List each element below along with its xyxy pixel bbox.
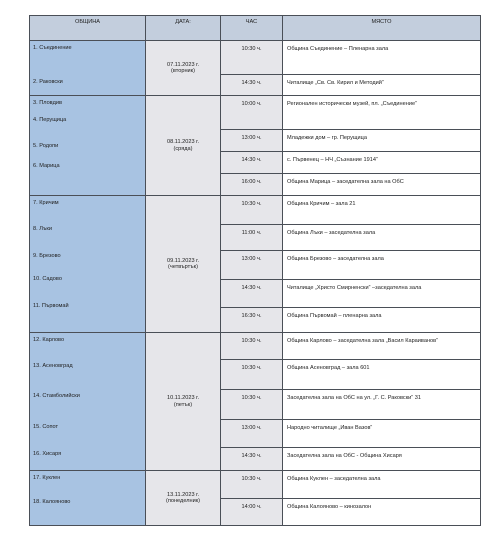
municipality-cell xyxy=(30,96,146,196)
time-cell xyxy=(221,251,283,280)
date-cell xyxy=(146,41,221,96)
municipality-name: 16. Хисаря xyxy=(33,451,62,457)
weekday-label: (сряда) xyxy=(173,145,193,152)
municipality-name: 5. Родопи xyxy=(33,143,59,149)
place-value: Община Първомай – пленарна зала xyxy=(287,313,382,319)
place-value: Община Кричим – зала 21 xyxy=(287,201,356,207)
time-value: 13:00 ч. xyxy=(241,135,262,141)
place-cell xyxy=(283,308,481,333)
municipality-name: 11. Първомай xyxy=(33,303,69,309)
place-value: Читалище „Христо Смирненски“ –заседателна зала xyxy=(287,285,422,291)
municipality-name: 1. Съединение xyxy=(33,45,72,51)
schedule-body xyxy=(30,41,481,526)
schedule-row xyxy=(30,196,481,225)
municipality-name: 13. Асеновград xyxy=(33,363,73,369)
date-value: 08.11.2023 г. xyxy=(166,139,200,146)
schedule-row xyxy=(30,96,481,130)
date-cell xyxy=(146,96,221,196)
time-value: 10:00 ч. xyxy=(241,101,262,107)
place-value: Община Карлово – заседателна зала „Васил Карaиванов“ xyxy=(287,338,438,344)
place-cell xyxy=(283,499,481,526)
time-cell xyxy=(221,280,283,308)
time-cell xyxy=(221,75,283,96)
municipality-name: 6. Марица xyxy=(33,163,60,169)
place-value: Регионален исторически музей, пл. „Съединение“ xyxy=(287,101,417,107)
time-cell xyxy=(221,420,283,448)
municipality-name: 8. Лъки xyxy=(33,226,52,232)
place-cell xyxy=(283,41,481,75)
place-value: Заседателна зала на ОбС на ул. „Г. С. Раковски“ 31 xyxy=(287,395,421,401)
place-value: Читалище „Св. Св. Кирил и Методий“ xyxy=(287,80,384,86)
place-cell xyxy=(283,251,481,280)
time-value: 10:30 ч. xyxy=(241,476,262,482)
municipality-name: 9. Брезово xyxy=(33,253,61,259)
time-cell xyxy=(221,390,283,420)
time-cell xyxy=(221,174,283,196)
time-value: 10:30 ч. xyxy=(241,338,262,344)
place-header: МЯСТО xyxy=(283,16,481,41)
date-header: ДАТА: xyxy=(146,16,221,41)
date-value: 13.11.2023 г. xyxy=(166,491,200,498)
place-cell xyxy=(283,152,481,174)
date-value: 10.11.2023 г. xyxy=(166,395,200,402)
schedule-row xyxy=(30,333,481,360)
municipality-cell xyxy=(30,471,146,526)
time-header: ЧАС xyxy=(221,16,283,41)
time-cell xyxy=(221,196,283,225)
place-value: Община Калояново – кинозалон xyxy=(287,504,372,510)
time-value: 13:00 ч. xyxy=(241,256,262,262)
place-value: Община Асеновград – зала 601 xyxy=(287,365,370,371)
time-cell xyxy=(221,448,283,471)
place-value: Община Куклен – заседателна зала xyxy=(287,476,381,482)
municipality-name: 7. Кричим xyxy=(33,200,59,206)
place-cell xyxy=(283,96,481,130)
time-value: 14:30 ч. xyxy=(241,285,262,291)
place-cell xyxy=(283,130,481,152)
place-cell xyxy=(283,471,481,499)
place-cell xyxy=(283,420,481,448)
time-value: 13:00 ч. xyxy=(241,425,262,431)
time-cell xyxy=(221,130,283,152)
time-cell xyxy=(221,499,283,526)
municipality-cell xyxy=(30,333,146,471)
place-value: Заседателна зала на ОбС - Община Хисаря xyxy=(287,453,402,459)
time-value: 10:30 ч. xyxy=(241,46,262,52)
date-value: 07.11.2023 г. xyxy=(166,61,200,68)
time-value: 14:30 ч. xyxy=(241,157,262,163)
date-cell xyxy=(146,196,221,333)
time-value: 14:00 ч. xyxy=(241,504,262,510)
place-value: Община Съединение – Пленарна зала xyxy=(287,46,389,52)
municipality-name: 17. Куклен xyxy=(33,475,61,481)
place-cell xyxy=(283,174,481,196)
weekday-label: (понеделник) xyxy=(165,498,201,504)
weekday-label: (четвъртък) xyxy=(168,264,198,270)
place-cell xyxy=(283,448,481,471)
time-value: 10:30 ч. xyxy=(241,395,262,401)
time-value: 16:00 ч. xyxy=(241,179,262,185)
place-cell xyxy=(283,280,481,308)
municipality-name: 12. Карлово xyxy=(33,337,65,343)
municipality-name: 4. Перущица xyxy=(33,117,67,123)
schedule-row xyxy=(30,471,481,499)
municipality-name: 14. Стамболийски xyxy=(33,393,80,399)
place-value: Община Брезово – заседателна зала xyxy=(287,256,384,262)
municipality-name: 15. Сопот xyxy=(33,424,59,430)
time-value: 11:00 ч. xyxy=(241,230,262,236)
place-cell xyxy=(283,390,481,420)
place-value: Младежки дом – гр. Перущица xyxy=(287,135,367,141)
municipality-header: ОБЩИНА xyxy=(30,16,146,41)
municipality-cell xyxy=(30,196,146,333)
weekday-label: (петък) xyxy=(173,401,193,408)
weekday-label: (вторник) xyxy=(171,68,195,74)
time-cell xyxy=(221,360,283,390)
date-cell xyxy=(146,471,221,526)
place-cell xyxy=(283,196,481,225)
time-cell xyxy=(221,471,283,499)
municipality-name: 18. Калояново xyxy=(33,499,71,505)
place-value: Народно читалище „Иван Вазов“ xyxy=(287,425,373,431)
municipality-name: 3. Пловдив xyxy=(33,100,62,106)
date-cell xyxy=(146,333,221,471)
time-value: 14:30 ч. xyxy=(241,453,262,459)
municipality-name: 2. Раковски xyxy=(33,79,63,85)
place-cell xyxy=(283,333,481,360)
date-value: 09.11.2023 г. xyxy=(166,257,200,264)
place-cell xyxy=(283,75,481,96)
time-value: 10:30 ч. xyxy=(241,201,262,207)
place-cell xyxy=(283,225,481,251)
municipality-cell xyxy=(30,41,146,96)
time-value: 14:30 ч. xyxy=(241,80,262,86)
time-cell xyxy=(221,41,283,75)
municipality-name: 10. Садово xyxy=(33,276,62,282)
schedule-table xyxy=(29,15,481,526)
place-cell xyxy=(283,360,481,390)
time-value: 16:30 ч. xyxy=(241,313,262,319)
place-value: с. Първенец – НЧ „Съзнание 1914“ xyxy=(287,157,378,163)
time-value: 10:30 ч. xyxy=(241,365,262,371)
time-cell xyxy=(221,96,283,130)
time-cell xyxy=(221,308,283,333)
time-cell xyxy=(221,225,283,251)
place-value: Община Лъки – заседателна зала xyxy=(287,230,376,236)
place-value: Община Марица – заседателна зала на ОбС xyxy=(287,179,404,185)
schedule-row xyxy=(30,41,481,75)
header-row xyxy=(30,16,481,41)
time-cell xyxy=(221,152,283,174)
time-cell xyxy=(221,333,283,360)
